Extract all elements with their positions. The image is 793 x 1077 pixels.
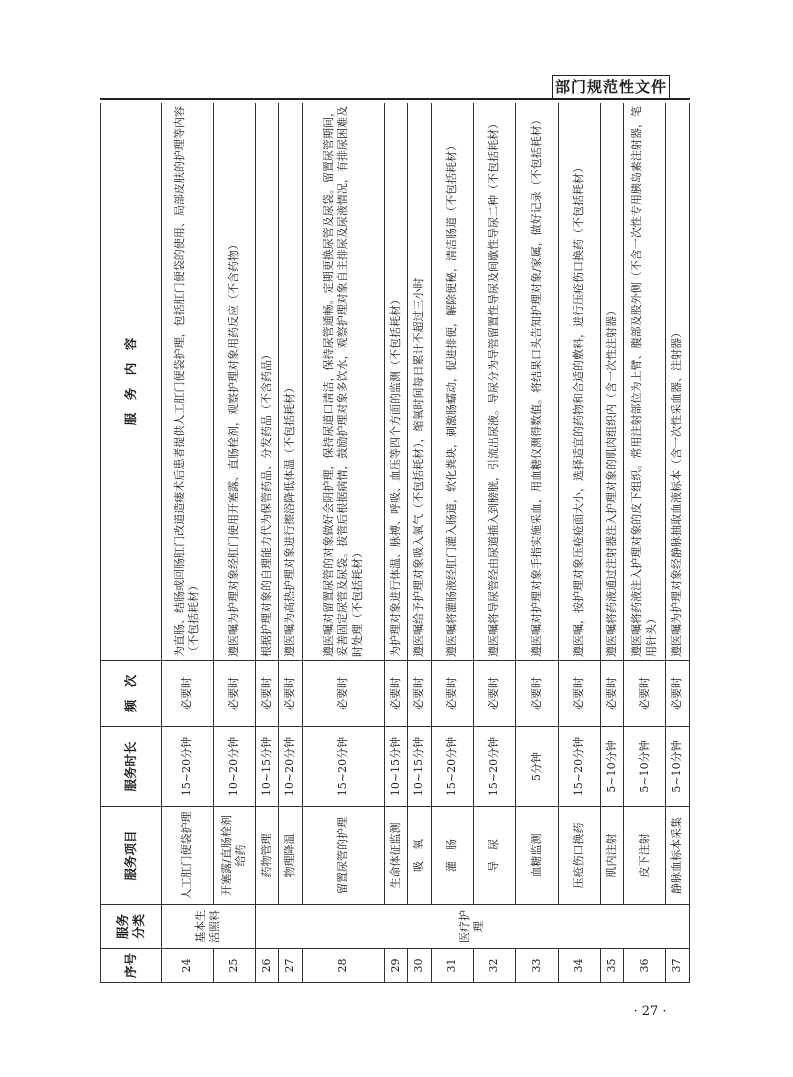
service-item: 皮下注射 bbox=[624, 807, 666, 905]
service-frequency: 必要时 bbox=[600, 661, 623, 727]
service-item: 物理降温 bbox=[279, 807, 302, 905]
service-frequency: 必要时 bbox=[162, 661, 214, 727]
service-content: 为护理对象进行体温、脉搏、呼吸、血压等四个方面的监测（不包括耗材） bbox=[384, 103, 407, 661]
service-duration: 15~20分钟 bbox=[558, 727, 600, 807]
table-header-row bbox=[101, 103, 162, 983]
table-row bbox=[558, 103, 600, 983]
service-item: 留置尿管的护理 bbox=[302, 807, 384, 905]
table-row bbox=[516, 103, 558, 983]
service-duration: 5~10分钟 bbox=[666, 727, 690, 807]
service-content: 遵医嘱，按护理对象压疮疮面大小，选择适宜的药物和合适的敷料，进行压疮伤口换药（不包括耗材） bbox=[558, 103, 600, 661]
rotated-table-wrapper bbox=[100, 103, 690, 983]
service-frequency: 必要时 bbox=[431, 661, 473, 727]
table-row bbox=[408, 103, 431, 983]
service-content: 遵医嘱将导尿管经由尿道插入到膀胱，引流出尿液。导尿分为导管留置性导尿及间歇性导尿二种（不包括耗材） bbox=[474, 103, 516, 661]
service-duration: 15~20分钟 bbox=[162, 727, 214, 807]
service-duration: 10~15分钟 bbox=[408, 727, 431, 807]
service-item: 开塞露/直肠栓剂给药 bbox=[213, 807, 255, 905]
service-duration: 10~15分钟 bbox=[255, 727, 278, 807]
row-number: 26 bbox=[255, 949, 278, 983]
service-frequency: 必要时 bbox=[516, 661, 558, 727]
col-header-no: 序号 bbox=[101, 949, 162, 983]
service-content: 遵医嘱给予护理对象吸入氧气（不包括耗材），缩氧时间每日累计不超过三小时 bbox=[408, 103, 431, 661]
document-type-label: 部门规范性文件 bbox=[552, 75, 670, 98]
col-header-content: 服 务 内 容 bbox=[101, 103, 162, 661]
service-duration: 5分钟 bbox=[516, 727, 558, 807]
service-item: 药物管理 bbox=[255, 807, 278, 905]
service-duration: 10~15分钟 bbox=[384, 727, 407, 807]
row-number: 30 bbox=[408, 949, 431, 983]
service-duration: 15~20分钟 bbox=[302, 727, 384, 807]
category-cell: 医疗护理 bbox=[255, 905, 689, 949]
row-number: 32 bbox=[474, 949, 516, 983]
service-frequency: 必要时 bbox=[624, 661, 666, 727]
row-number: 31 bbox=[431, 949, 473, 983]
row-number: 34 bbox=[558, 949, 600, 983]
service-content: 遵医嘱将药液通过注射器注入护理对象的肌肉组织内（含一次性注射器） bbox=[600, 103, 623, 661]
service-frequency: 必要时 bbox=[213, 661, 255, 727]
page-number: · 27 · bbox=[633, 1004, 667, 1019]
service-frequency: 必要时 bbox=[408, 661, 431, 727]
row-number: 29 bbox=[384, 949, 407, 983]
service-frequency: 必要时 bbox=[474, 661, 516, 727]
service-content: 根据护理对象的自理能力代为保管药品、分发药品（不含药品） bbox=[255, 103, 278, 661]
service-frequency: 必要时 bbox=[558, 661, 600, 727]
service-duration: 10~20分钟 bbox=[213, 727, 255, 807]
col-header-duration: 服务时长 bbox=[101, 727, 162, 807]
service-frequency: 必要时 bbox=[279, 661, 302, 727]
service-item: 肌内注射 bbox=[600, 807, 623, 905]
row-number: 37 bbox=[666, 949, 690, 983]
table-row bbox=[279, 103, 302, 983]
table-row bbox=[600, 103, 623, 983]
row-number: 35 bbox=[600, 949, 623, 983]
service-item: 血糖监测 bbox=[516, 807, 558, 905]
table-row bbox=[162, 103, 214, 983]
table-row bbox=[666, 103, 690, 983]
service-content: 遵医嘱将灌肠液经肛门灌入肠道，软化粪块，刺激肠蠕动，促进排便，解除便秘，清洁肠道（不包括耗材） bbox=[431, 103, 473, 661]
table-row bbox=[624, 103, 666, 983]
service-item: 灌 肠 bbox=[431, 807, 473, 905]
service-duration: 15~20分钟 bbox=[474, 727, 516, 807]
service-content: 遵医嘱为高热护理对象进行擦浴降低体温（不包括耗材） bbox=[279, 103, 302, 661]
service-content: 遵医嘱对护理对象手指实施采血，用血糖仪测得数值。将结果口头告知护理对象/家属，做好记录（不包括耗材） bbox=[516, 103, 558, 661]
service-frequency: 必要时 bbox=[666, 661, 690, 727]
service-item: 生命体征监测 bbox=[384, 807, 407, 905]
col-header-item: 服务项目 bbox=[101, 807, 162, 905]
table-region bbox=[100, 103, 690, 983]
header-rule bbox=[100, 98, 690, 100]
service-table bbox=[100, 103, 690, 983]
table-row bbox=[213, 103, 255, 983]
service-content: 遵医嘱为护理对象经肛门使用开塞露、直肠栓剂，观察护理对象用药反应（不含药物） bbox=[213, 103, 255, 661]
row-number: 28 bbox=[302, 949, 384, 983]
service-content: 遵医嘱对留置尿管的对象做好会阴护理，保持尿道口清洁，保持尿管通畅。定期更换尿管及尿袋。留置尿管期间，妥善固定尿管及尿袋。拔管后根据病情，鼓励护理对象多饮水，观察护理对象自主排尿及尿液情况，有排尿困难及时处理（不包括耗材） bbox=[302, 103, 384, 661]
service-duration: 10~20分钟 bbox=[279, 727, 302, 807]
table-row bbox=[474, 103, 516, 983]
service-duration: 5~10分钟 bbox=[600, 727, 623, 807]
category-cell: 基本生活照料 bbox=[162, 905, 256, 949]
col-header-category: 服务分类 bbox=[101, 905, 162, 949]
row-number: 33 bbox=[516, 949, 558, 983]
table-row bbox=[255, 103, 278, 983]
service-content: 为直肠、结肠或回肠肛门改道造瘘术后患者提供人工肛门便袋护理，包括肛门便袋的使用、局部皮肤的护理等内容（不包括耗材） bbox=[162, 103, 214, 661]
row-number: 36 bbox=[624, 949, 666, 983]
service-item: 人工肛门便袋护理 bbox=[162, 807, 214, 905]
row-number: 25 bbox=[213, 949, 255, 983]
service-item: 静脉血标本采集 bbox=[666, 807, 690, 905]
table-row bbox=[431, 103, 473, 983]
service-frequency: 必要时 bbox=[255, 661, 278, 727]
service-table-body bbox=[101, 103, 690, 983]
service-item: 压疮伤口换药 bbox=[558, 807, 600, 905]
service-duration: 5~10分钟 bbox=[624, 727, 666, 807]
row-number: 27 bbox=[279, 949, 302, 983]
service-item: 吸 氧 bbox=[408, 807, 431, 905]
service-content: 遵医嘱将药液注入护理对象的皮下组织。常用注射部位为上臂、腹部及股外侧（不含一次性专用胰岛素注射器，笔用针头） bbox=[624, 103, 666, 661]
table-row bbox=[384, 103, 407, 983]
service-frequency: 必要时 bbox=[302, 661, 384, 727]
table-row bbox=[302, 103, 384, 983]
row-number: 24 bbox=[162, 949, 214, 983]
col-header-frequency: 频 次 bbox=[101, 661, 162, 727]
service-duration: 15~20分钟 bbox=[431, 727, 473, 807]
service-frequency: 必要时 bbox=[384, 661, 407, 727]
service-item: 导 尿 bbox=[474, 807, 516, 905]
service-content: 遵医嘱为护理对象经静脉抽取血液标本（含一次性采血器、注射器） bbox=[666, 103, 690, 661]
